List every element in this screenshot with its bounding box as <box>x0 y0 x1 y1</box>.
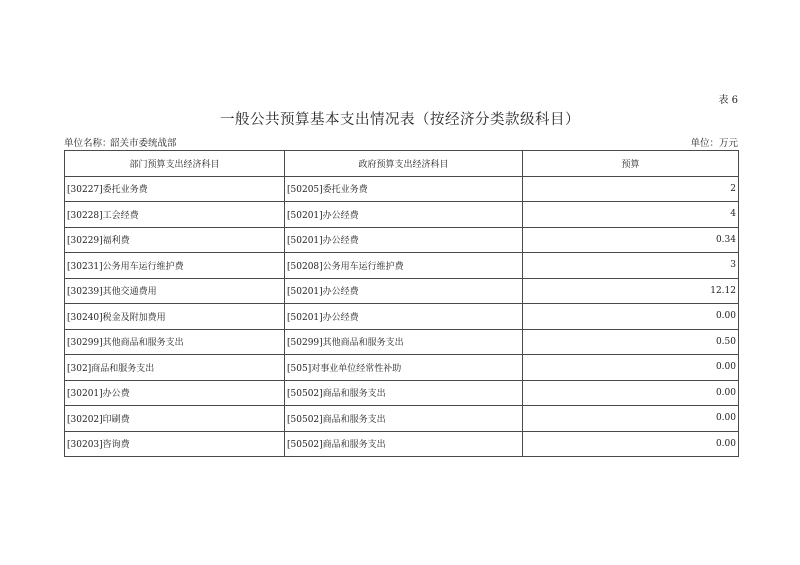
table-row <box>65 406 739 432</box>
dept-subject-cell: [30202]印刷费 <box>65 406 285 432</box>
table-row <box>65 329 739 355</box>
column-header-dept-subject: 部门预算支出经济科目 <box>65 151 285 177</box>
budget-amount-cell: 0.00 <box>523 355 739 381</box>
budget-amount-cell: 0.50 <box>523 329 739 355</box>
budget-table <box>64 150 739 457</box>
dept-subject-cell: [30240]税金及附加费用 <box>65 304 285 330</box>
table-row <box>65 202 739 228</box>
budget-amount-cell: 0.00 <box>523 304 739 330</box>
table-row <box>65 227 739 253</box>
dept-subject-cell: [30203]咨询费 <box>65 431 285 457</box>
column-header-gov-subject: 政府预算支出经济科目 <box>285 151 523 177</box>
table-row <box>65 304 739 330</box>
dept-subject-cell: [30239]其他交通费用 <box>65 278 285 304</box>
gov-subject-cell: [50502]商品和服务支出 <box>285 406 523 432</box>
document-title: 一般公共预算基本支出情况表（按经济分类款级科目） <box>220 112 580 128</box>
gov-subject-cell: [50208]公务用车运行维护费 <box>285 253 523 279</box>
dept-subject-cell: [302]商品和服务支出 <box>65 355 285 381</box>
dept-subject-cell: [30227]委托业务费 <box>65 176 285 202</box>
unit-name-value: 韶关市委统战部 <box>110 138 177 149</box>
dept-subject-cell: [30201]办公费 <box>65 380 285 406</box>
gov-subject-cell: [50502]商品和服务支出 <box>285 431 523 457</box>
table-header-row <box>65 151 739 177</box>
table-row <box>65 431 739 457</box>
budget-amount-cell: 12.12 <box>523 278 739 304</box>
gov-subject-cell: [50201]办公经费 <box>285 304 523 330</box>
budget-amount-cell: 0.34 <box>523 227 739 253</box>
table-row <box>65 278 739 304</box>
unit-name-label: 单位名称： <box>64 138 112 149</box>
budget-amount-cell: 0.00 <box>523 406 739 432</box>
table-number-label: 表 6 <box>718 95 738 106</box>
budget-amount-cell: 4 <box>523 202 739 228</box>
table-row <box>65 355 739 381</box>
money-unit-label: 单位：万元 <box>690 138 738 149</box>
gov-subject-cell: [50299]其他商品和服务支出 <box>285 329 523 355</box>
budget-amount-cell: 0.00 <box>523 380 739 406</box>
table-row <box>65 380 739 406</box>
budget-amount-cell: 3 <box>523 253 739 279</box>
budget-amount-cell: 2 <box>523 176 739 202</box>
gov-subject-cell: [50201]办公经费 <box>285 227 523 253</box>
dept-subject-cell: [30229]福利费 <box>65 227 285 253</box>
gov-subject-cell: [50205]委托业务费 <box>285 176 523 202</box>
column-header-budget: 预算 <box>523 151 739 177</box>
budget-amount-cell: 0.00 <box>523 431 739 457</box>
gov-subject-cell: [50502]商品和服务支出 <box>285 380 523 406</box>
dept-subject-cell: [30228]工会经费 <box>65 202 285 228</box>
table-row <box>65 176 739 202</box>
gov-subject-cell: [50201]办公经费 <box>285 202 523 228</box>
dept-subject-cell: [30231]公务用车运行维护费 <box>65 253 285 279</box>
dept-subject-cell: [30299]其他商品和服务支出 <box>65 329 285 355</box>
gov-subject-cell: [505]对事业单位经常性补助 <box>285 355 523 381</box>
gov-subject-cell: [50201]办公经费 <box>285 278 523 304</box>
table-row <box>65 253 739 279</box>
